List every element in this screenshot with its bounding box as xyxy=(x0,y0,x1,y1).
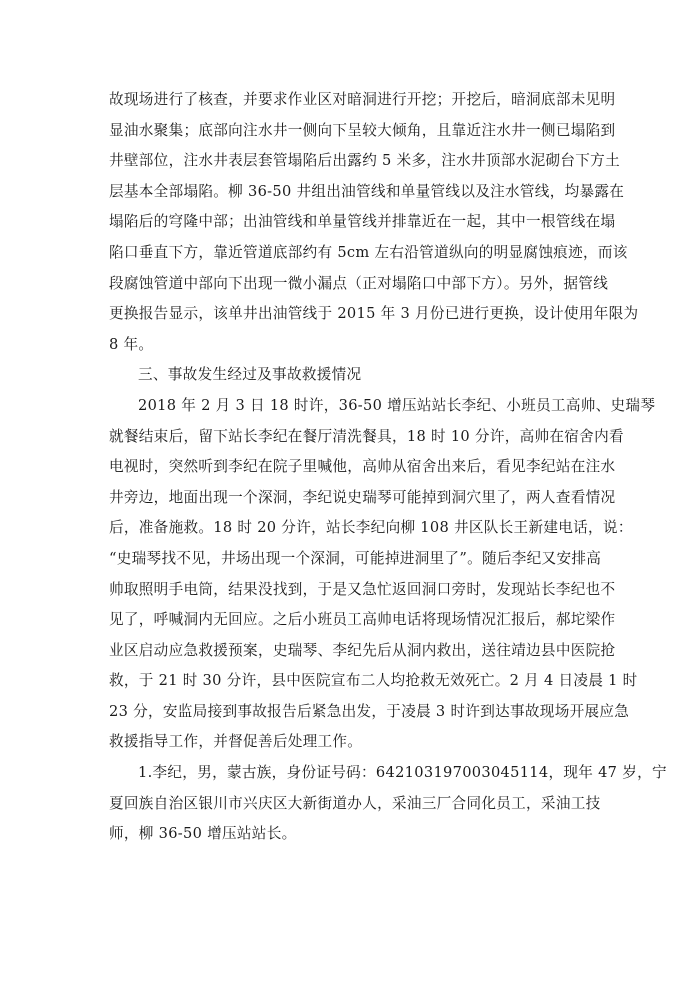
text-line: 业区启动应急救援预案，史瑞琴、李纪先后从洞内救出，送往靖边县中医院抢 xyxy=(109,641,616,659)
text-line: 8 年。 xyxy=(109,335,154,353)
text-line: 塌陷后的穹隆中部；出油管线和单量管线并排靠近在一起，其中一根管线在塌 xyxy=(109,213,616,231)
text-line: 陷口垂直下方，靠近管道底部约有 5cm 左右沿管道纵向的明显腐蚀痕迹，而该 xyxy=(109,243,628,261)
text-line: 1.李纪，男，蒙古族，身份证号码：642103197003045114，现年 47 岁，宁 xyxy=(138,764,667,782)
text-line: “史瑞琴找不见，井场出现一个深洞，可能掉进洞里了”。随后李纪又安排高 xyxy=(109,549,602,567)
text-line: 救援指导工作，并督促善后处理工作。 xyxy=(109,733,363,751)
document-body xyxy=(109,85,667,850)
paragraph-victim-info xyxy=(109,758,667,850)
text-line: 救，于 21 时 30 分许，县中医院宣布二人均抢救无效死亡。2 月 4 日凌晨 1 时 xyxy=(109,672,638,690)
text-line: 就餐结束后，留下站长李纪在餐厅清洗餐具，18 时 10 分许，高帅在宿舍内看 xyxy=(109,427,624,445)
text-line: 故现场进行了核查，并要求作业区对暗洞进行开挖；开挖后，暗洞底部未见明 xyxy=(109,91,616,108)
text-line: 见了，呼喊洞内无回应。之后小班员工高帅电话将现场情况汇报后，郝坨梁作 xyxy=(109,611,616,629)
text-line: 段腐蚀管道中部向下出现一微小漏点（正对塌陷口中部下方）。另外，据管线 xyxy=(109,274,609,292)
text-line: 井旁边，地面出现一个深洞，李纪说史瑞琴可能掉到洞穴里了，两人查看情况 xyxy=(109,488,616,506)
paragraph-site-inspection xyxy=(109,85,639,360)
text-line: 后，准备施救。18 时 20 分许，站长李纪向柳 108 井区队长王新建电话，说： xyxy=(109,519,633,537)
text-line: 电视时，突然听到李纪在院子里喊他，高帅从宿舍出来后，看见李纪站在注水 xyxy=(109,458,616,476)
text-line: 帅取照明手电筒，结果没找到，于是又急忙返回洞口旁时，发现站长李纪也不 xyxy=(109,580,616,598)
text-line: 23 分，安监局接到事故报告后紧急出发，于凌晨 3 时许到达事故现场开展应急 xyxy=(109,702,630,720)
paragraph-accident-course xyxy=(109,391,656,758)
section-heading: 三、事故发生经过及事故救援情况 xyxy=(138,366,362,384)
text-line: 井壁部位，注水井表层套管塌陷后出露约 5 米多，注水井顶部水泥砌台下方土 xyxy=(109,152,620,170)
text-line: 显油水聚集；底部向注水井一侧向下呈较大倾角，且靠近注水井一侧已塌陷到 xyxy=(109,121,616,139)
text-line: 层基本全部塌陷。柳 36-50 井组出油管线和单量管线以及注水管线，均暴露在 xyxy=(109,182,625,200)
text-line: 2018 年 2 月 3 日 18 时许，36-50 增压站站长李纪、小班员工高帅、史瑞琴 xyxy=(138,396,656,414)
text-line: 师，柳 36-50 增压站站长。 xyxy=(109,825,297,843)
text-line: 更换报告显示，该单井出油管线于 2015 年 3 月份已进行更换，设计使用年限为 xyxy=(109,305,639,323)
text-line: 夏回族自治区银川市兴庆区大新街道办人，采油三厂合同化员工，采油工技 xyxy=(109,794,601,812)
